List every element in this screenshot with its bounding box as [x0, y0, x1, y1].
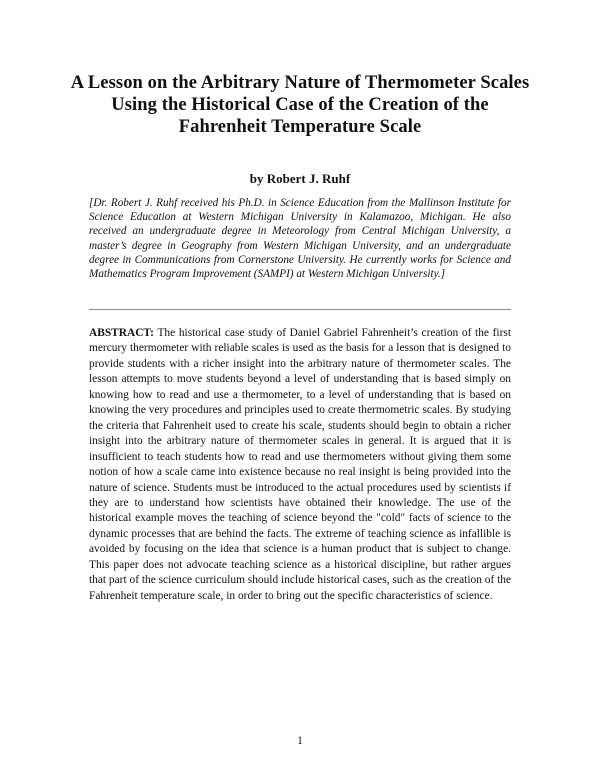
author-byline: by Robert J. Ruhf	[249, 171, 351, 186]
author-bio: [Dr. Robert J. Ruhf received his Ph.D. in Science Education from the Mallinson Institute for Science Education at Western Michigan University in Kalamazoo, Michigan. He also received an undergraduate degree in Meteorology from Central Michigan University, a master’s degree in Geography from Western Michigan University, and an undergraduate degree in Communications from Cornerstone University. He currently works for Science and Mathematics Program Improvement (SAMPI) at Western Michigan University.]	[89, 197, 511, 281]
abstract-text: The historical case study of Daniel Gabriel Fahrenheit’s creation of the first mercury thermometer with reliable scales is used as the basis for a lesson that is designed to provide students with a richer insight into the arbitrary nature of thermometer scales. The lesson attempts to move students beyond a level of understanding that is based simply on knowing how to read and use a thermometer, to a level of understanding that is based on knowing the very procedures and principles used to create thermometric scales. By studying the criteria that Fahrenheit used to create his scale, students should begin to obtain a richer insight into the arbitrary nature of thermometer scales in general. It is argued that it is insufficient to teach students how to read and use thermometers without giving them some notion of how a scale came into existence because no real insight is being provided into the nature of science. Students must be introduced to the actual procedures used by scientists if they are to understand how scientists have obtained their knowledge. The use of the historical example moves the teaching of science beyond the "cold" facts of science to the dynamic processes that are behind the facts. The extreme of teaching science as infallible is avoided by focusing on the idea that science is a human product that is subject to change. This paper does not advocate teaching science as a historical discipline, but rather argues that part of the science curriculum should include historical cases, such as the creation of the Fahrenheit temperature scale, in order to bring out the specific characteristics of science.	[89, 327, 511, 602]
abstract-label: ABSTRACT:	[89, 327, 154, 339]
abstract-paragraph	[89, 326, 511, 604]
section-divider	[89, 309, 511, 310]
page-number: 1	[297, 735, 303, 747]
paper-title: A Lesson on the Arbitrary Nature of Thermometer Scales Using the Historical Case of the Creation of the Fahrenheit Temperature Scale	[70, 73, 530, 137]
